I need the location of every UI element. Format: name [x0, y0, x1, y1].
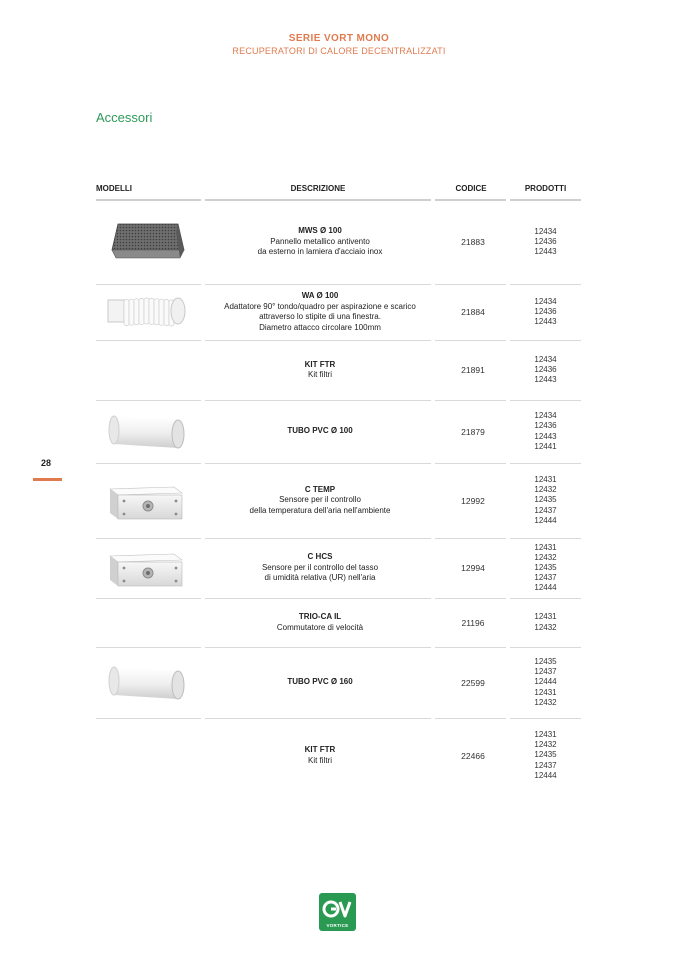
vortice-logo: [319, 893, 356, 931]
product-name: C TEMP: [304, 484, 336, 494]
table-row: [96, 284, 581, 340]
sensor-box-image: [104, 546, 188, 595]
pvc-pipe-image: [104, 661, 188, 710]
product-number: 12434: [534, 411, 557, 421]
sensor-box-image: [104, 479, 188, 528]
product-number: 12444: [534, 677, 557, 687]
product-number: 12444: [534, 770, 557, 780]
product-number: 12443: [534, 375, 557, 385]
compatible-products: [510, 411, 581, 452]
product-number: 12444: [534, 583, 557, 593]
product-code: 12992: [461, 495, 485, 506]
compatible-products: [510, 355, 581, 386]
product-number: 12436: [534, 364, 557, 374]
product-name: C HCS: [307, 552, 333, 562]
description-line: attraverso lo stipite di una finestra.: [259, 312, 381, 321]
column-header-prodotti: PRODOTTI: [524, 184, 567, 193]
description-line: Kit filtri: [308, 755, 332, 765]
product-number: 12431: [534, 730, 557, 739]
product-number: 12443: [534, 431, 557, 441]
row-description: [204, 612, 436, 633]
compatible-products: [510, 297, 581, 328]
product-number: 12443: [534, 247, 557, 257]
description-line: Adattatore 90° tondo/quadro per aspirazione e scarico: [224, 301, 416, 311]
product-number: 12432: [534, 552, 557, 562]
product-name: KIT FTR: [304, 745, 336, 754]
product-number: 12443: [534, 317, 557, 327]
product-code: 21196: [461, 617, 485, 628]
description-line: di umidità relativa (UR) nell'aria: [264, 573, 376, 583]
table-row: [96, 463, 581, 538]
row-description: [204, 426, 436, 437]
compatible-products: [510, 543, 581, 594]
product-number: 12434: [534, 226, 557, 236]
row-description: [204, 291, 436, 333]
description-line: della temperatura dell'aria nell'ambiente: [249, 505, 391, 515]
flexible-adapter-image: [104, 290, 188, 339]
product-code: 22599: [461, 677, 485, 688]
description-line: Sensore per il controllo del tasso: [261, 562, 379, 572]
product-number: 12431: [534, 475, 557, 484]
table-row: [96, 200, 581, 284]
series-subtitle: RECUPERATORI DI CALORE DECENTRALIZZATI: [232, 46, 446, 56]
row-description: [204, 226, 436, 258]
product-number: 12432: [534, 622, 557, 632]
product-number: 12435: [534, 562, 557, 572]
description-line: da esterno in lamiera d'acciaio inox: [257, 247, 383, 257]
row-description: [204, 360, 436, 381]
product-number: 12431: [534, 612, 557, 622]
product-number: 12436: [534, 236, 557, 246]
product-number: 12431: [534, 542, 557, 552]
product-number: 12444: [534, 515, 557, 525]
table-row: [96, 647, 581, 718]
series-title: SERIE VORT MONO: [288, 33, 390, 44]
compatible-products: [510, 612, 581, 632]
product-number: 12437: [534, 505, 557, 515]
compatible-products: [510, 657, 581, 708]
product-code: 21883: [461, 237, 485, 247]
table-row: [96, 598, 581, 647]
product-number: 12437: [534, 573, 557, 583]
product-number: 12431: [534, 687, 557, 697]
description-line: Diametro attacco circolare 100mm: [259, 322, 381, 332]
product-number: 12435: [534, 657, 557, 666]
product-number: 12436: [534, 306, 557, 316]
product-number: 12435: [534, 495, 557, 505]
product-name: TRIO-CA IL: [298, 612, 342, 621]
product-number: 12432: [534, 740, 557, 750]
product-number: 12434: [534, 296, 557, 306]
column-header-modelli: MODELLI: [96, 184, 132, 193]
row-description: [204, 485, 436, 517]
column-header-descrizione: DESCRIZIONE: [290, 184, 346, 193]
row-description: [204, 745, 436, 766]
compatible-products: [510, 475, 581, 526]
product-code: 21884: [461, 307, 485, 317]
product-code: 21879: [461, 426, 485, 437]
column-header-codice: CODICE: [455, 184, 487, 193]
row-description: [204, 677, 436, 688]
logo-text: VORTICE: [326, 923, 349, 928]
product-number: 12437: [534, 667, 557, 677]
row-description: [204, 552, 436, 584]
product-number: 12432: [534, 697, 557, 707]
product-name: KIT FTR: [304, 359, 336, 369]
vortice-logo-icon: [319, 895, 356, 925]
product-number: 12436: [534, 421, 557, 431]
description-line: Pannello metallico antivento: [270, 236, 370, 246]
compatible-products: [510, 730, 581, 781]
product-number: 12432: [534, 485, 557, 495]
table-row: [96, 340, 581, 400]
compatible-products: [510, 227, 581, 258]
pvc-pipe-image: [104, 410, 188, 459]
product-name: WA Ø 100: [301, 291, 339, 300]
table-row: [96, 718, 581, 793]
product-name: TUBO PVC Ø 100: [287, 426, 353, 436]
product-code: 22466: [461, 750, 485, 761]
table-row: [96, 538, 581, 598]
product-number: 12441: [534, 441, 557, 451]
product-number: 12434: [534, 354, 557, 364]
product-code: 12994: [461, 563, 485, 573]
table-row: [96, 400, 581, 463]
grille-panel-image: [104, 220, 188, 269]
section-title: Accessori: [96, 110, 153, 125]
product-code: 21891: [461, 365, 485, 375]
product-name: MWS Ø 100: [298, 226, 342, 236]
page-number-bar: [33, 478, 62, 481]
product-number: 12435: [534, 750, 557, 760]
description-line: Commutatore di velocità: [276, 622, 364, 632]
description-line: Kit filtri: [308, 370, 332, 379]
product-name: TUBO PVC Ø 160: [287, 677, 353, 687]
page-number: 28: [41, 458, 52, 468]
description-line: Sensore per il controllo: [279, 495, 361, 505]
product-number: 12437: [534, 760, 557, 770]
